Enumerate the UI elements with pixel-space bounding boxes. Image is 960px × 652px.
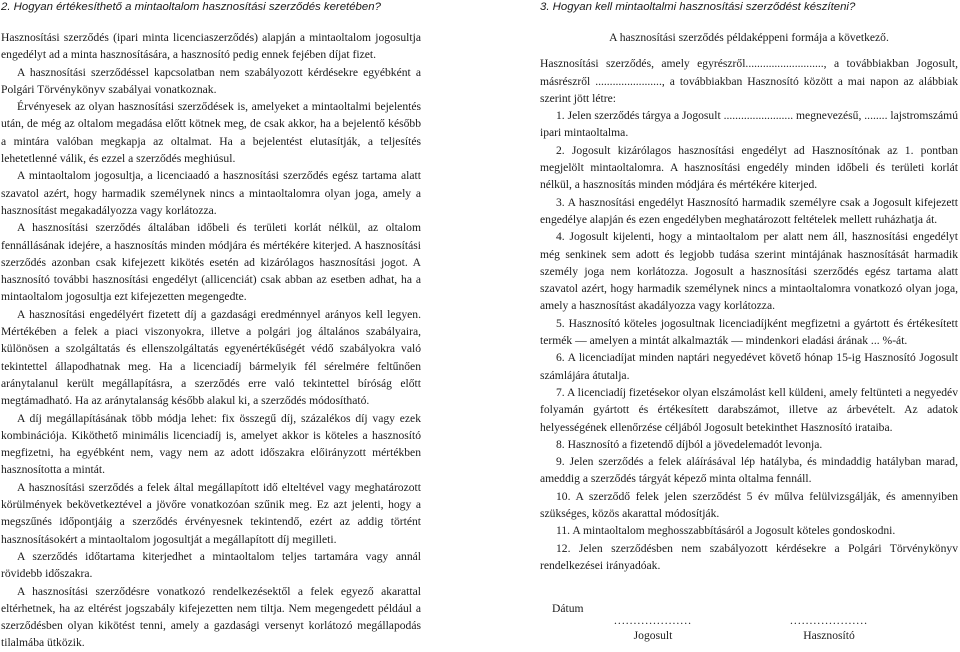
clause-7: 7. A licenciadíj fizetésekor olyan elszámolást kell küldeni, amely feltünteti a negyedév folyamán gyártott és értékesített darabszámot, illetve az árbevételt. Az adatok helyességének ellenőrzése céljából Jogosult betekinthet Hasznosító irataiba.	[540, 385, 958, 434]
clause-8: 8. Hasznosító a fizetendő díjból a jövedelemadót levonja.	[556, 437, 823, 451]
clause-3: 3. A hasznosítási engedélyt Hasznosító harmadik személyre csak a Jogosult kifejezett engedélye alapján és ezen engedélyben meghatározott feltételek mellett ruházhatja át.	[540, 195, 958, 226]
clause-10: 10. A szerződő felek jelen szerződést 5 év műlva felülvizsgálják, és amennyiben szükséges, közös akarattal módosítják.	[540, 489, 958, 521]
paragraph-termination: A hasznosítási szerződés a felek által megállapított idő elteltével vagy meghatározott körülmények bekövetkeztével a jövőre vonatkozóan szűnik meg. Ez azt jelenti, hogy a megszűnés időpontjáig a szerződés érvényesnek tekintendő, ezért az addig történt hasznosításokért a mintaoltalom jogosultját a megállapított díj megilleti.	[1, 480, 421, 546]
signature-line: ....................	[614, 614, 692, 627]
paragraph-fee: A hasznosítási engedélyért fizetett díj a gazdasági eredménnyel arányos kell legyen. Mértékében a felek a piaci viszonyokra, illetve a polgári jog általános szabályaira, különösen a szolgáltatás és ellenszolgáltatás egyenértékűségét védő szabályokra való tekintettel állapodhatnak meg. Ha a licenciadíj bármelyik fél sérelmére feltűnően aránytalanul került megállapításra, a szerződés erre való tekintettel bíróság előtt megtámadható. Ha az aránytalanság később alakul ki, a szerződés módosítható.	[1, 307, 421, 408]
paragraph-fee-methods: A díj megállapításának több módja lehet: fix összegű díj, százalékos díj vagy ezek kombinációja. Kiköthető minimális licenciadíj is, amelyet akkor is köteles a hasznosító megfizetni, ha egyébként nem, vagy nem az adott időszakra előirányzott mértékben hasznosította a mintát.	[1, 411, 421, 477]
template-intro: A hasznosítási szerződés példaképpeni formája a következő.	[609, 31, 889, 44]
right-column	[540, 0, 958, 642]
section-heading-2: 2. Hogyan értékesíthető a mintaoltalom hasznosítási szerződés keretében?	[1, 1, 381, 13]
clause-11: 11. A mintaoltalom meghosszabbításáról a Jogosult köteles gondoskodni.	[556, 524, 896, 538]
clause-2: 2. Jogosult kizárólagos hasznosítási engedélyt ad Hasznosítónak az 1. pontban megjelölt mintaoltalomra. A hasznosítási engedély minden időbeli és területi korlát nélkül, a hasznosítás minden módjára és mértékére kiterjed.	[540, 143, 958, 192]
paragraph-duration: A szerződés időtartama kiterjedhet a mintaoltalom teljes tartamára vagy annál rövidebb időszakra.	[1, 549, 421, 581]
signature-label: Hasznosító	[803, 629, 855, 642]
clause-4: 4. Jogosult kijelenti, hogy a mintaoltalom per alatt nem áll, hasznosítási engedélyt még senkinek sem adott és legjobb tudása szerint mintájának hasznosítását harmadik személy joga nem korlátozza. Jogosult a hasznosítási szerződés egész tartama alatt szavatol azért, hogy harmadik személynek nincs a mintaoltalomra vonatkozó olyan joga, amely a hasznosítást akadályozza vagy korlátozza.	[540, 230, 958, 313]
paragraph-validity: Érvényesek az olyan hasznosítási szerződések is, amelyeket a mintaoltalmi bejelentés után, de még az oltalom megadása előtt kötnek meg, de csak akkor, ha a bejelentő később a mintára valóban megkapja az oltalmat. Ha a bejelentést elutasítják, a teljesítés lehetetlenné válik, és ezzel a szerződés meghiúsul.	[1, 100, 421, 166]
signature-hasznosito	[744, 614, 914, 644]
clause-1: 1. Jelen szerződés tárgya a Jogosult ........................ megnevezésű, ........ lajstromszámú ipari mintaoltalma.	[540, 109, 958, 140]
signature-jogosult	[568, 614, 738, 644]
clause-12: 12. Jelen szerződésben nem szabályozott kérdésekre a Polgári Törvénykönyv rendelkezései irányadóak.	[540, 541, 958, 572]
paragraph-ptk: A hasznosítási szerződéssel kapcsolatban nem szabályozott kérdésekre egyébként a Polgári Törvénykönyv szabályai vonatkoznak.	[1, 65, 421, 96]
signature-line: ....................	[790, 614, 868, 627]
section-heading-3: 3. Hogyan kell mintaoltalmi hasznosítási szerződést készíteni?	[540, 1, 856, 13]
paragraph-warranty: A mintaoltalom jogosultja, a licenciaadó a hasznosítási szerződés egész tartama alatt szavatol azért, hogy harmadik személynek nincs a mintaoltalomra olyan joga, amely a hasznosítást megakadályozza vagy korlátozza.	[1, 169, 421, 217]
paragraph-definition: Hasznosítási szerződés (ipari minta licenciaszerződés) alapján a mintaoltalom jogosultja engedélyt ad a minta hasznosítására, a hasznosító pedig ennek fejében díjat fizet.	[1, 31, 421, 62]
clause-9: 9. Jelen szerződés a felek aláírásával lép hatályba, és mindaddig hatályban marad, ameddig a szerződés tárgyát képező minta oltalma fennáll.	[540, 455, 958, 486]
paragraph-scope: A hasznosítási szerződés általában időbeli és területi korlát nélkül, az oltalom fennállásának idejére, a hasznosítás minden módjára és mértékére kiterjed. A hasznosítási szerződés azonban csak kifejezett kikötés esetén ad kizárólagos hasznosítási jogot. A hasznosító további hasznosítási engedélyt (allicenciát) csak abban az esetben adhat, ha a mintaoltalom jogosultja ezt kifejezetten megengedte.	[1, 221, 421, 304]
clause-5: 5. Hasznosító köteles jogosultnak licenciadíjként megfizetni a gyártott és értékesített termék — amelyen a mintát alkalmazták — mindenkori eladási árának ... %-át.	[540, 316, 958, 348]
signature-row	[540, 614, 958, 646]
paragraph-deviation: A hasznosítási szerződésre vonatkozó rendelkezésektől a felek egyező akarattal eltérhetnek, ha az eltérést jogszabály kifejezetten nem tiltja. Nem megengedett például a szerződésben olyan kikötést tenni, amely a gazdasági versenyt korlátozó megállapodás tilalmába ütközik.	[1, 584, 421, 650]
signature-label: Jogosult	[633, 629, 673, 642]
date-label: Dátum	[552, 602, 584, 616]
left-column	[1, 0, 421, 652]
contract-parties: Hasznosítási szerződés, amely egyrészről..........................., a továbbiakban Jogosult, másrészről ......................., a továbbiakban Hasznosító között a mai napon az alábbiak szerint jött létre:	[540, 57, 958, 105]
clause-6: 6. A licenciadíjat minden naptári negyedévet követő hónap 15-ig Hasznosító Jogosult számlájára átutalja.	[540, 351, 958, 382]
